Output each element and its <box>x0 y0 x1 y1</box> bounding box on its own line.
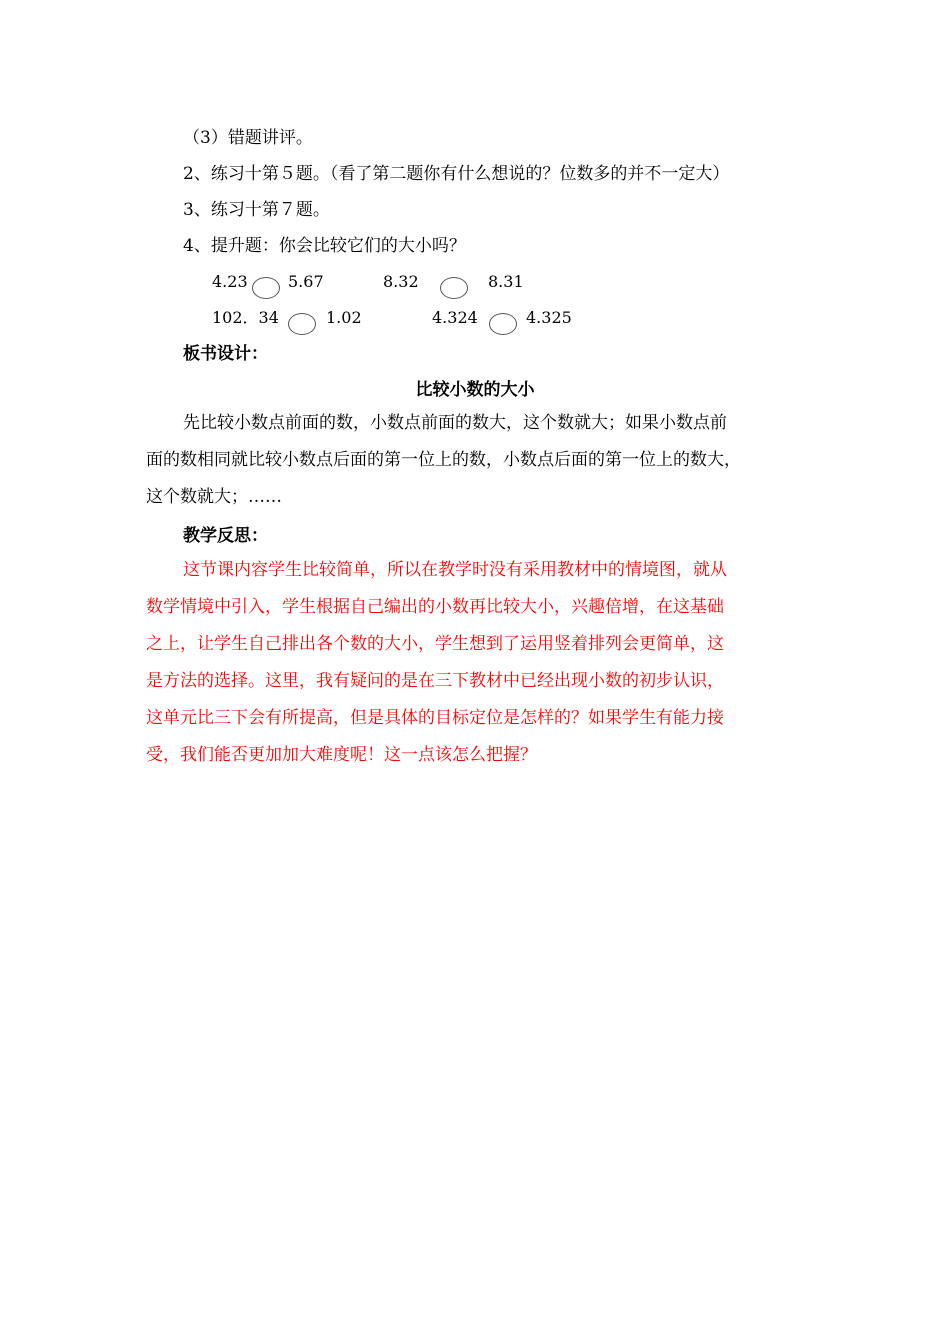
comparison-left-value: 8.32 <box>383 272 419 291</box>
reflection-line: 这节课内容学生比较简单，所以在教学时没有采用教材中的情境图，就从 <box>183 560 727 580</box>
exercise-item-3-review: （3）错题讲评。 <box>183 128 313 148</box>
board-design-title: 比较小数的大小 <box>415 380 535 400</box>
board-design-line: 这个数就大；…… <box>146 487 282 507</box>
comparison-blank-circle[interactable] <box>440 277 468 299</box>
comparison-blank-circle[interactable] <box>252 277 280 299</box>
comparison-left-value: 4.23 <box>212 272 248 291</box>
reflection-paragraph <box>146 552 806 774</box>
comparison-right-value: 4.325 <box>526 308 572 327</box>
board-design-heading: 板书设计： <box>183 344 268 364</box>
exercise-item-3: 3、练习十第７题。 <box>183 200 330 220</box>
comparison-blank-circle[interactable] <box>288 313 316 335</box>
reflection-line: 受，我们能否更加加大难度呢！这一点该怎么把握？ <box>146 745 537 765</box>
exercise-item-4: 4、提升题：你会比较它们的大小吗？ <box>183 236 466 256</box>
exercise-item-2: 2、练习十第５题。（看了第二题你有什么想说的？位数多的并不一定大） <box>183 164 730 184</box>
reflection-heading: 教学反思： <box>183 526 268 546</box>
comparison-left-value: 4.324 <box>432 308 478 327</box>
comparison-blank-circle[interactable] <box>489 313 517 335</box>
comparison-right-value: 5.67 <box>288 272 324 291</box>
board-design-line: 先比较小数点前面的数，小数点前面的数大，这个数就大；如果小数点前 <box>183 413 727 433</box>
comparison-right-value: 1.02 <box>326 308 362 327</box>
board-design-paragraph <box>146 405 806 516</box>
reflection-line: 数学情境中引入，学生根据自己编出的小数再比较大小，兴趣倍增，在这基础 <box>146 597 724 617</box>
reflection-line: 这单元比三下会有所提高，但是具体的目标定位是怎样的？如果学生有能力接 <box>146 708 724 728</box>
board-design-line: 面的数相同就比较小数点后面的第一位上的数，小数点后面的第一位上的数大， <box>146 450 741 470</box>
comparison-right-value: 8.31 <box>488 272 524 291</box>
reflection-line: 是方法的选择。这里，我有疑问的是在三下教材中已经出现小数的初步认识， <box>146 671 724 691</box>
reflection-line: 之上，让学生自己排出各个数的大小，学生想到了运用竖着排列会更简单，这 <box>146 634 724 654</box>
comparison-left-value: 102．34 <box>212 308 279 327</box>
